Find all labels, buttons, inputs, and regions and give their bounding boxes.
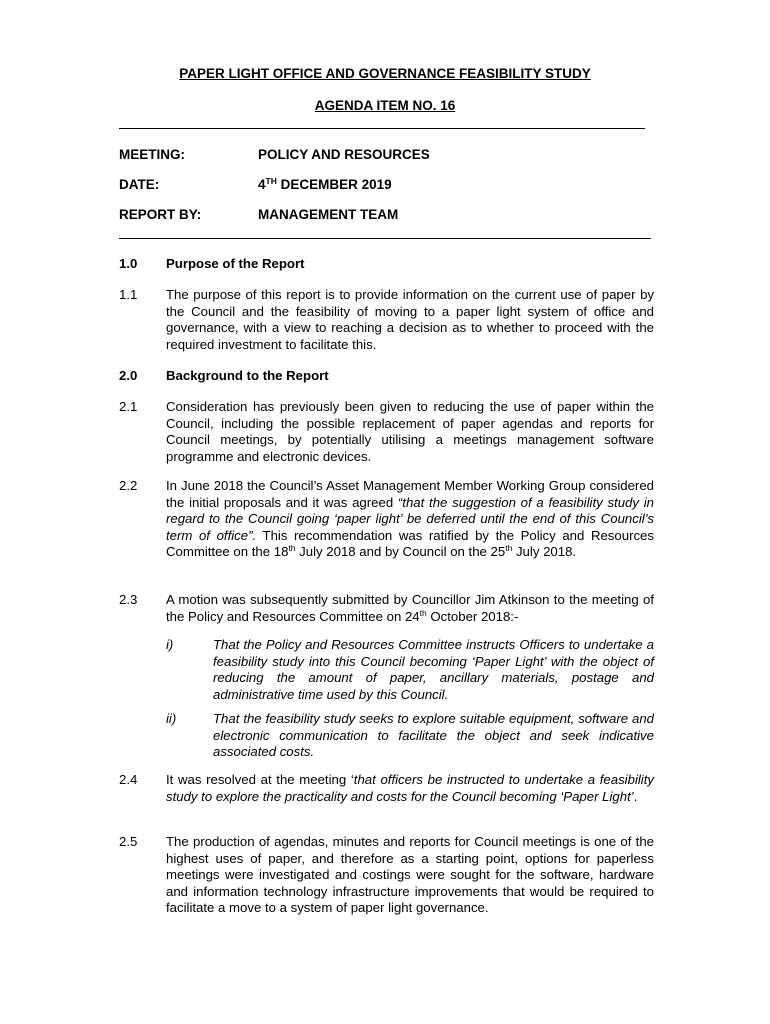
top-divider [119,128,645,129]
paragraph-2-3-part-a: A motion was subsequently submitted by Councillor Jim Atkinson to the meeting of the Policy and Resources Committee on 24 [166,592,654,624]
paragraph-2-2-part-d: July 2018. [512,544,577,560]
paragraph-2-2-part-c: July 2018 and by Council on the 25 [295,544,506,560]
list-item-i-text: That the Policy and Resources Committee instructs Officers to undertake a feasibility study into this Council becoming ‘Paper Light’ with the object of reducing the amount of paper, ancillary materials, postage and administrative time used by this Council. [213,637,654,702]
date-label: DATE: [119,177,160,192]
section-1-heading: Purpose of the Report [166,256,305,271]
report-by-value: MANAGEMENT TEAM [258,207,399,222]
date-rest: DECEMBER 2019 [276,177,392,192]
paragraph-2-3-number: 2.3 [119,592,138,607]
paragraph-2-5-number: 2.5 [119,834,138,849]
paragraph-1-1: The purpose of this report is to provide information on the current use of paper by the Council and the feasibility of moving to a paper light system of office and governance, with a view to reaching a decision as to whether to proceed with the required investment to facilitate this. [166,287,654,352]
paragraph-2-3-sup: th [419,607,427,618]
paragraph-2-2-sup-1: th [288,543,296,554]
paragraph-2-2 [166,478,654,561]
paragraph-2-2-sup-2: th [505,543,513,554]
paragraph-2-2-part-b: This recommendation was ratified by the Policy and Resources Committee on the 18 [166,527,654,560]
paragraph-2-4-part-a: It was resolved at the meeting ‘ [166,772,354,787]
paragraph-2-4-part-b: . [633,788,638,804]
section-1-number: 1.0 [119,256,138,271]
bottom-divider [119,238,651,239]
report-by-label: REPORT BY: [119,207,202,222]
section-2-heading: Background to the Report [166,368,329,383]
list-item-i-number: i) [166,637,174,652]
meeting-label: MEETING: [119,147,185,162]
section-2-number: 2.0 [119,368,138,383]
meeting-value: POLICY AND RESOURCES [258,147,430,162]
paragraph-2-2-part-a: In June 2018 the Council’s Asset Management Member Working Group considered the initial proposals and it was agreed [166,478,654,510]
date-day: 4 [258,177,266,192]
paragraph-2-4-quote: that officers be instructed to undertake a feasibility study to explore the practicality and costs for the Council becoming ‘Paper Light’ [166,772,654,804]
document-title: PAPER LIGHT OFFICE AND GOVERNANCE FEASIBILITY STUDY [179,66,591,81]
paragraph-2-1: Consideration has previously been given to reducing the use of paper within the Council, including the possible replacement of paper agendas and reports for Council meetings, by potentially utilising a meetings management software programme and electronic devices. [166,399,654,464]
paragraph-2-3-part-b: October 2018:- [426,608,519,624]
paragraph-2-4 [166,772,654,805]
paragraph-2-4-number: 2.4 [119,772,138,787]
paragraph-2-1-number: 2.1 [119,399,138,414]
paragraph-2-2-quote: “that the suggestion of a feasibility study in regard to the Council going ‘paper light’ be deferred until the end of this Council’s term of office”. [166,494,654,543]
list-item-ii-number: ii) [166,711,177,726]
paragraph-2-3 [166,592,654,625]
list-item-ii-text: That the feasibility study seeks to explore suitable equipment, software and electronic communication to facilitate the object and seek indicative associated costs. [213,711,654,760]
date-value [258,177,392,192]
date-suffix: TH [265,176,277,186]
agenda-item-number: AGENDA ITEM NO. 16 [314,98,456,113]
paragraph-2-2-number: 2.2 [119,478,138,493]
paragraph-1-1-number: 1.1 [119,287,138,302]
paragraph-2-5: The production of agendas, minutes and reports for Council meetings is one of the highest uses of paper, and therefore as a starting point, options for paperless meetings were investigated and costings were sought for the software, hardware and information technology infrastructure improvements that would be required to facilitate a move to a system of paper light governance. [166,834,654,916]
